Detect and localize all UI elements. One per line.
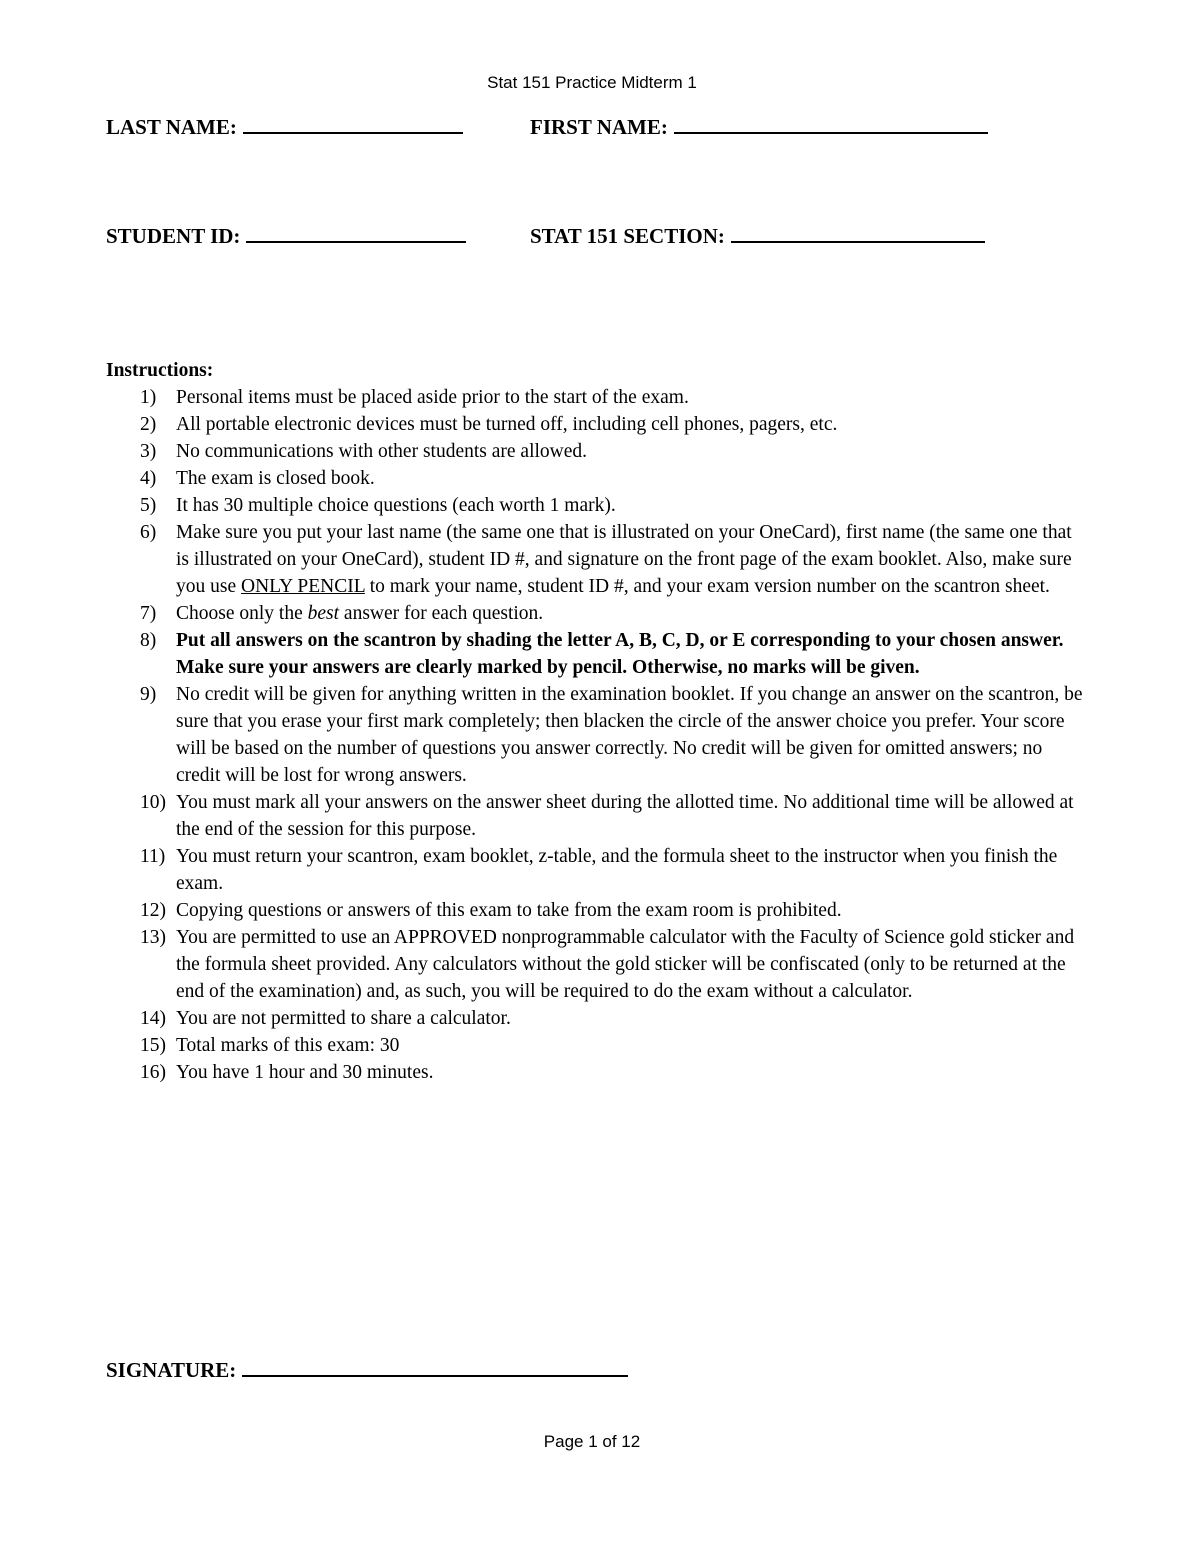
instruction-text: You are not permitted to share a calculator. xyxy=(176,1008,511,1029)
instruction-text: You are permitted to use an APPROVED nonprogrammable calculator with the Faculty of Science gold sticker and the formula sheet provided. Any calculators without the gold sticker will be confiscated (only to be returned at the end of the examination) and, as such, you will be required to do the exam without a calculator. xyxy=(176,927,1075,1002)
instruction-number: 4) xyxy=(140,468,157,489)
instruction-item xyxy=(106,492,1086,519)
section-label: STAT 151 SECTION: xyxy=(530,224,725,248)
instruction-emphasis: ONLY PENCIL xyxy=(241,576,365,597)
instruction-item xyxy=(106,384,1086,411)
instruction-number: 6) xyxy=(140,522,157,543)
instruction-number: 7) xyxy=(140,603,157,624)
first-name-blank[interactable] xyxy=(674,114,988,134)
page-title: Stat 151 Practice Midterm 1 xyxy=(487,73,697,92)
instruction-item xyxy=(106,1032,1086,1059)
instruction-item xyxy=(106,438,1086,465)
instruction-number: 13) xyxy=(140,927,166,948)
instruction-number: 1) xyxy=(140,387,157,408)
instruction-item xyxy=(106,789,1086,843)
instruction-text: Copying questions or answers of this exam to take from the exam room is prohibited. xyxy=(176,900,842,921)
signature-label: SIGNATURE: xyxy=(106,1358,237,1382)
instruction-number: 5) xyxy=(140,495,157,516)
instruction-text: You have 1 hour and 30 minutes. xyxy=(176,1062,434,1083)
signature-blank[interactable] xyxy=(242,1357,628,1377)
instruction-number: 3) xyxy=(140,441,157,462)
last-name-label: LAST NAME: xyxy=(106,115,237,139)
instruction-emphasis: best xyxy=(307,603,340,624)
instruction-item xyxy=(106,465,1086,492)
instruction-text: All portable electronic devices must be turned off, including cell phones, pagers, etc. xyxy=(176,414,838,435)
instruction-text: Personal items must be placed aside prior to the start of the exam. xyxy=(176,387,689,408)
instruction-item xyxy=(106,1005,1086,1032)
instruction-number: 2) xyxy=(140,414,157,435)
instruction-number: 15) xyxy=(140,1035,166,1056)
instruction-text: No communications with other students are allowed. xyxy=(176,441,588,462)
instruction-item xyxy=(106,519,1086,600)
instructions-section xyxy=(106,357,1086,1086)
instruction-text: Total marks of this exam: 30 xyxy=(176,1035,400,1056)
instruction-item xyxy=(106,897,1086,924)
instruction-text: The exam is closed book. xyxy=(176,468,375,489)
instruction-item xyxy=(106,1059,1086,1086)
section-field xyxy=(530,223,985,248)
instruction-item xyxy=(106,843,1086,897)
instruction-item xyxy=(106,411,1086,438)
instruction-item xyxy=(106,600,1086,627)
instruction-item xyxy=(106,627,1086,681)
instruction-number: 11) xyxy=(140,846,166,867)
instructions-heading: Instructions: xyxy=(106,360,214,381)
signature-field xyxy=(106,1357,628,1382)
instruction-text: You must mark all your answers on the answer sheet during the allotted time. No additional time will be allowed at the end of the session for this purpose. xyxy=(176,792,1074,840)
last-name-field xyxy=(106,114,463,139)
last-name-blank[interactable] xyxy=(243,114,463,134)
first-name-field xyxy=(530,114,988,139)
instruction-number: 10) xyxy=(140,792,166,813)
instruction-text: No credit will be given for anything written in the examination booklet. If you change an answer on the scantron, be sure that you erase your first mark completely; then blacken the circle of the answer choice you prefer. Your score will be based on the number of questions you answer correctly. No credit will be given for omitted answers; no credit will be lost for wrong answers. xyxy=(176,684,1083,786)
student-id-field xyxy=(106,223,466,248)
instruction-number: 14) xyxy=(140,1008,166,1029)
page-number: Page 1 of 12 xyxy=(543,1432,641,1451)
section-blank[interactable] xyxy=(731,223,985,243)
student-id-label: STUDENT ID: xyxy=(106,224,241,248)
instruction-text: It has 30 multiple choice questions (each worth 1 mark). xyxy=(176,495,616,516)
instruction-text: Make sure you put your last name (the same one that is illustrated on your OneCard), first name (the same one that is illustrated on your OneCard), student ID #, and signature on the front page of the exam booklet. Also, make sure you use xyxy=(176,522,1072,597)
instruction-item xyxy=(106,924,1086,1005)
instruction-number: 9) xyxy=(140,684,157,705)
instruction-text: Choose only the xyxy=(176,603,308,624)
instruction-number: 12) xyxy=(140,900,166,921)
instructions-list xyxy=(106,384,1086,1086)
instruction-text: answer for each question. xyxy=(339,603,544,624)
instruction-number: 8) xyxy=(140,630,157,651)
instruction-number: 16) xyxy=(140,1062,166,1083)
instruction-text: You must return your scantron, exam booklet, z-table, and the formula sheet to the instructor when you finish the exam. xyxy=(176,846,1058,894)
instruction-text: to mark your name, student ID #, and your exam version number on the scantron sheet. xyxy=(364,576,1050,597)
first-name-label: FIRST NAME: xyxy=(530,115,668,139)
student-id-blank[interactable] xyxy=(246,223,466,243)
instruction-text: Put all answers on the scantron by shading the letter A, B, C, D, or E corresponding to your chosen answer. Make sure your answers are clearly marked by pencil. Otherwise, no marks will be given. xyxy=(176,630,1064,678)
instruction-item xyxy=(106,681,1086,789)
